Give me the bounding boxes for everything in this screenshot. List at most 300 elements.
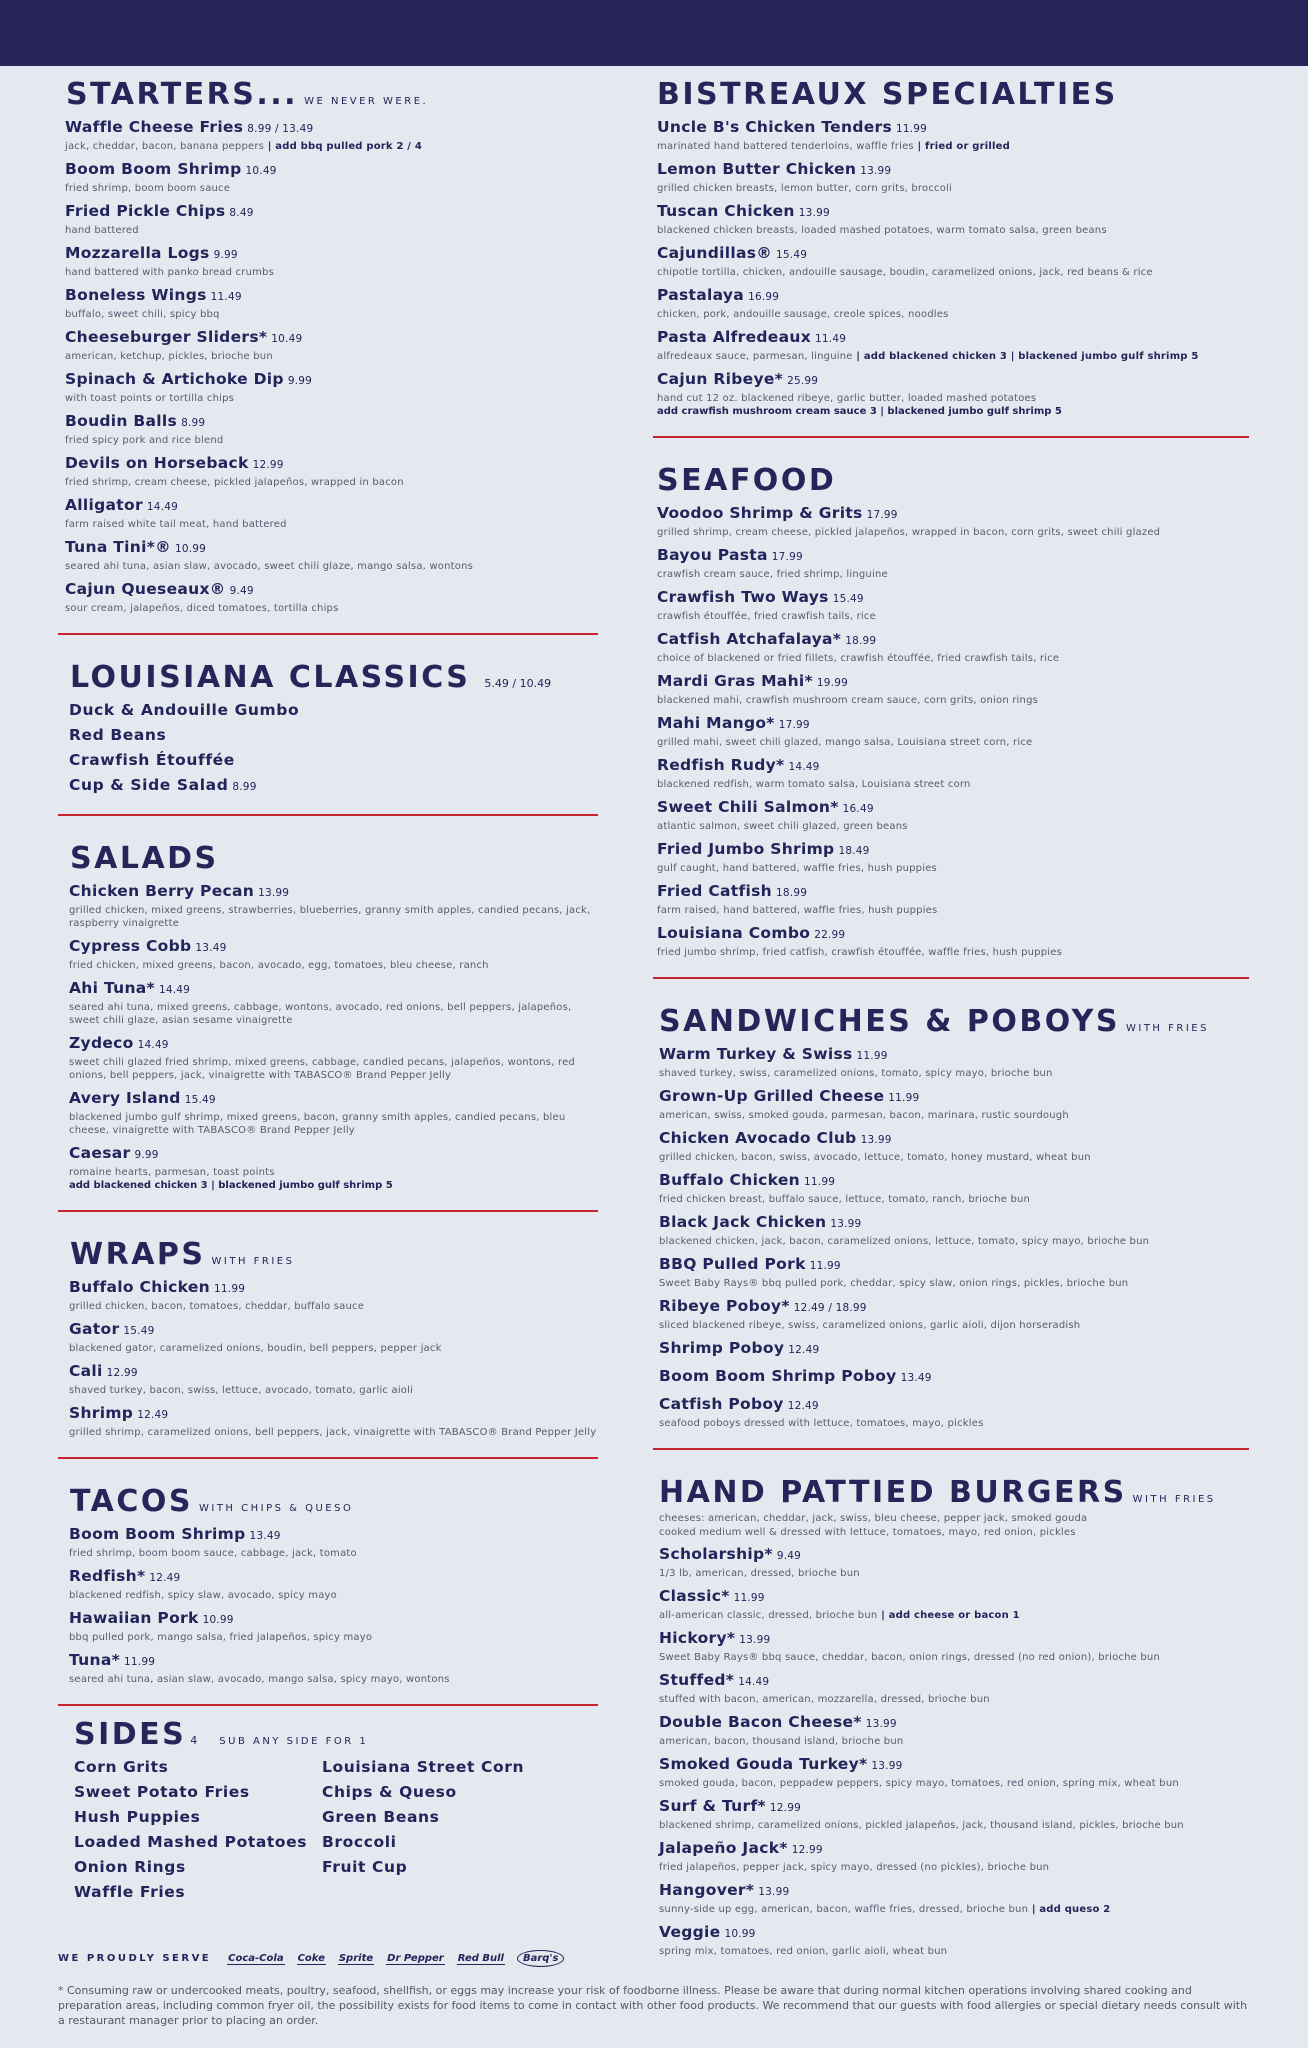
item-price: 17.99 <box>866 509 898 521</box>
item-price: 19.99 <box>816 677 848 689</box>
item-price: 14.49 <box>738 1676 770 1688</box>
item-addon: | add queso 2 <box>1028 1904 1111 1915</box>
item-price: 14.49 <box>788 761 820 773</box>
item-description: fried jalapeños, pepper jack, spicy mayo, dressed (no pickles), brioche bun <box>659 1862 1050 1873</box>
item-price: 14.49 <box>146 501 178 513</box>
menu-item <box>65 538 598 573</box>
item-price: 11.99 <box>896 123 928 135</box>
item-price: 12.99 <box>106 1367 138 1379</box>
item-description: blackened chicken, jack, bacon, caramelized onions, lettuce, tomato, spicy mayo, brioche bun <box>659 1236 1150 1247</box>
item-price: 15.49 <box>776 249 808 261</box>
side-item: Onion Rings <box>74 1858 186 1876</box>
section-tag: SUB ANY SIDE FOR 1 <box>219 1736 369 1747</box>
item-price: 12.49 <box>787 1400 819 1412</box>
sides-grid <box>74 1758 598 1908</box>
item-description: fried shrimp, cream cheese, pickled jalapeños, wrapped in bacon <box>65 477 404 488</box>
item-description: smoked gouda, bacon, peppadew peppers, spicy mayo, tomatoes, red onion, spring mix, wheat bun <box>659 1778 1179 1789</box>
item-description: blackened chicken breasts, loaded mashed potatoes, warm tomato salsa, green beans <box>657 225 1107 236</box>
item-name: Cheeseburger Sliders* 10.49 <box>65 328 303 346</box>
item-addon: | fried or grilled <box>913 141 1010 152</box>
item-description: sour cream, jalapeños, diced tomatoes, tortilla chips <box>65 603 339 614</box>
section-title: SALADS <box>70 841 219 876</box>
menu-item <box>659 1255 1253 1290</box>
item-description: jack, cheddar, bacon, banana peppers | add bbq pulled pork 2 / 4 <box>65 141 422 152</box>
side-item: Waffle Fries <box>74 1883 186 1901</box>
menu-item <box>659 1171 1253 1206</box>
item-name: Ribeye Poboy* 12.49 / 18.99 <box>659 1297 867 1315</box>
item-description: grilled chicken breasts, lemon butter, corn grits, broccoli <box>657 183 952 194</box>
item-addon: | add cheese or bacon 1 <box>877 1610 1020 1621</box>
section-divider <box>58 1704 598 1706</box>
side-item: Corn Grits <box>74 1758 169 1776</box>
menu-item <box>69 1278 598 1313</box>
proudly-serve-label: WE PROUDLY SERVE <box>58 1953 212 1964</box>
item-name: Boudin Balls 8.99 <box>65 412 206 430</box>
louisiana-classics-section <box>58 661 598 796</box>
menu-item <box>65 496 598 531</box>
item-description: american, ketchup, pickles, brioche bun <box>65 351 273 362</box>
item-description: fried jumbo shrimp, fried catfish, crawfish étouffée, waffle fries, hush puppies <box>657 947 1062 958</box>
menu-item <box>69 1525 598 1560</box>
item-name: Crawfish Two Ways 15.49 <box>657 588 864 606</box>
section-tag: WITH FRIES <box>1132 1494 1216 1505</box>
item-price: 13.99 <box>739 1634 771 1646</box>
item-price: 13.99 <box>758 1886 790 1898</box>
item-price: 12.99 <box>252 459 284 471</box>
item-name: Stuffed* 14.49 <box>659 1671 770 1689</box>
burger-dressing-note: cooked medium well & dressed with lettuce, tomatoes, mayo, red onion, pickles <box>659 1527 1076 1538</box>
menu-item-list <box>58 118 598 615</box>
item-price: 13.49 <box>900 1372 932 1384</box>
menu-item <box>65 454 598 489</box>
sides-column <box>322 1758 562 1908</box>
item-price: 13.99 <box>860 1134 892 1146</box>
item-name: Tuna Tini*® 10.99 <box>65 538 206 556</box>
item-price: 12.49 <box>137 1409 169 1421</box>
burger-cheese-note: cheeses: american, cheddar, jack, swiss, bleu cheese, pepper jack, smoked gouda <box>659 1513 1088 1524</box>
menu-item <box>657 160 1253 195</box>
item-description: chipotle tortilla, chicken, andouille sausage, boudin, caramelized onions, jack, red beans & rice <box>657 267 1153 278</box>
menu-item <box>69 1034 598 1082</box>
item-name: Catfish Atchafalaya* 18.99 <box>657 630 877 648</box>
item-price: 9.99 <box>213 249 238 261</box>
item-name: Mozzarella Logs 9.99 <box>65 244 238 262</box>
item-name: Hangover* 13.99 <box>659 1881 790 1899</box>
item-price: 18.49 <box>838 845 870 857</box>
item-description: crawfish étouffée, fried crawfish tails, rice <box>657 611 876 622</box>
item-description: grilled chicken, bacon, swiss, avocado, lettuce, tomato, honey mustard, wheat bun <box>659 1152 1091 1163</box>
menu-item <box>659 1213 1253 1248</box>
item-price: 12.99 <box>791 1844 823 1856</box>
menu-item <box>69 1651 598 1686</box>
menu-item <box>657 756 1253 791</box>
menu-item <box>659 1395 1253 1430</box>
item-name: Pasta Alfredeaux 11.49 <box>657 328 847 346</box>
item-description: sliced blackened ribeye, swiss, caramelized onions, garlic aioli, dijon horseradish <box>659 1320 1081 1331</box>
item-description: chicken, pork, andouille sausage, creole spices, noodles <box>657 309 949 320</box>
item-price: 8.99 <box>232 781 257 793</box>
coke-logo: Coke <box>297 1952 325 1964</box>
menu-item <box>659 1671 1253 1706</box>
item-price: 8.99 <box>181 417 206 429</box>
item-name: Fried Catfish 18.99 <box>657 882 808 900</box>
menu-item <box>69 937 598 972</box>
item-name: Chicken Berry Pecan 13.99 <box>69 882 290 900</box>
wraps-section <box>58 1238 598 1439</box>
item-price: 16.49 <box>842 803 874 815</box>
item-description: fried spicy pork and rice blend <box>65 435 224 446</box>
item-name: Double Bacon Cheese* 13.99 <box>659 1713 897 1731</box>
item-price: 9.99 <box>287 375 312 387</box>
menu-item <box>657 630 1253 665</box>
item-description: blackened redfish, warm tomato salsa, Louisiana street corn <box>657 779 971 790</box>
menu-item-list <box>650 504 1253 959</box>
menu-item <box>657 244 1253 279</box>
item-description: seared ahi tuna, asian slaw, avocado, sweet chili glaze, mango salsa, wontons <box>65 561 474 572</box>
menu-item-list <box>62 882 598 1192</box>
item-description: gulf caught, hand battered, waffle fries, hush puppies <box>657 863 937 874</box>
item-addon: | add bbq pulled pork 2 / 4 <box>264 141 422 152</box>
item-description: shaved turkey, swiss, caramelized onions, tomato, spicy mayo, brioche bun <box>659 1068 1053 1079</box>
item-name: Catfish Poboy 12.49 <box>659 1395 819 1413</box>
menu-item <box>69 1609 598 1644</box>
item-price: 13.99 <box>865 1718 897 1730</box>
item-price: 18.99 <box>776 887 808 899</box>
item-name: Buffalo Chicken 11.99 <box>659 1171 836 1189</box>
item-name: BBQ Pulled Pork 11.99 <box>659 1255 841 1273</box>
menu-item-list <box>62 1278 598 1439</box>
item-price: 11.99 <box>888 1092 920 1104</box>
item-name: Fried Jumbo Shrimp 18.49 <box>657 840 870 858</box>
menu-item <box>657 840 1253 875</box>
item-description: marinated hand battered tenderloins, waffle fries | fried or grilled <box>657 141 1010 152</box>
item-name: Cali 12.99 <box>69 1362 138 1380</box>
item-name: Devils on Horseback 12.99 <box>65 454 284 472</box>
side-item: Broccoli <box>322 1833 397 1851</box>
item-name: Avery Island 15.49 <box>69 1089 216 1107</box>
side-item: Green Beans <box>322 1808 440 1826</box>
menu-item <box>69 979 598 1027</box>
item-price: 11.99 <box>809 1260 841 1272</box>
item-description: choice of blackened or fried fillets, crawfish étouffée, fried crawfish tails, rice <box>657 653 1060 664</box>
menu-item <box>69 1567 598 1602</box>
menu-item <box>65 244 598 279</box>
item-description: hand cut 12 oz. blackened ribeye, garlic butter, loaded mashed potatoes <box>657 393 1037 404</box>
menu-item <box>659 1839 1253 1874</box>
item-description: crawfish cream sauce, fried shrimp, linguine <box>657 569 888 580</box>
item-description: fried shrimp, boom boom sauce <box>65 183 231 194</box>
item-price: 13.99 <box>871 1760 903 1772</box>
item-price: 13.99 <box>830 1218 862 1230</box>
item-price: 11.99 <box>804 1176 836 1188</box>
food-safety-disclaimer: * Consuming raw or undercooked meats, poultry, seafood, shellfish, or eggs may increase your risk of foodborne illness. Please be aware that during normal kitchen operations involving shared cooking and preparation areas, including common fryer oil, the possibility exists for food items to come in contact with other food products. We recommend that our guests with food allergies or special dietary needs consult with a restaurant manager prior to placing an order. <box>58 1984 1248 2027</box>
proudly-serve-row <box>58 1950 1248 1967</box>
tacos-section <box>58 1485 598 1686</box>
menu-item: Duck & Andouille Gumbo <box>69 701 300 719</box>
item-name: Cajun Ribeye* 25.99 <box>657 370 819 388</box>
item-price: 11.99 <box>733 1592 765 1604</box>
item-description: 1/3 lb, american, dressed, brioche bun <box>659 1568 860 1579</box>
section-divider <box>58 1210 598 1212</box>
item-name: Cajundillas® 15.49 <box>657 244 808 262</box>
menu-item <box>657 714 1253 749</box>
menu-item-list <box>62 1525 598 1686</box>
item-name: Redfish* 12.49 <box>69 1567 181 1585</box>
item-description: spring mix, tomatoes, red onion, garlic aioli, wheat bun <box>659 1946 948 1957</box>
item-price: 9.49 <box>776 1550 802 1562</box>
item-price: 18.99 <box>845 635 877 647</box>
footer <box>58 1950 1248 2028</box>
item-name: Mahi Mango* 17.99 <box>657 714 810 732</box>
item-name: Tuna* 11.99 <box>69 1651 156 1669</box>
item-description: blackened gator, caramelized onions, boudin, bell peppers, pepper jack <box>69 1343 442 1354</box>
menu-item <box>657 328 1253 363</box>
menu-item <box>657 798 1253 833</box>
item-price: 16.99 <box>748 291 780 303</box>
section-divider <box>653 436 1249 438</box>
item-name: Waffle Cheese Fries 8.99 / 13.49 <box>65 118 314 136</box>
menu-item <box>65 118 598 153</box>
starters-section <box>58 78 598 615</box>
menu-item: Crawfish Étouffée <box>69 751 235 769</box>
menu-item <box>659 1881 1253 1916</box>
sides-section <box>58 1718 598 1908</box>
item-price: 11.49 <box>815 333 847 345</box>
menu-item <box>657 504 1253 539</box>
item-name: Pastalaya 16.99 <box>657 286 780 304</box>
dr-pepper-logo: Dr Pepper <box>387 1952 444 1964</box>
item-description: grilled shrimp, cream cheese, pickled jalapeños, wrapped in bacon, corn grits, sweet chili glazed <box>657 527 1161 538</box>
red-bull-logo: Red Bull <box>457 1952 504 1964</box>
item-name: Smoked Gouda Turkey* 13.99 <box>659 1755 903 1773</box>
item-name: Mardi Gras Mahi* 19.99 <box>657 672 848 690</box>
menu-item <box>657 588 1253 623</box>
menu-item <box>65 286 598 321</box>
item-description: blackened shrimp, caramelized onions, pickled jalapeños, jack, thousand island, pickles, brioche bun <box>659 1820 1184 1831</box>
menu-item <box>659 1587 1253 1622</box>
item-price: 14.49 <box>158 984 191 996</box>
item-price: 11.49 <box>210 291 242 303</box>
item-description: Sweet Baby Rays® bbq pulled pork, cheddar, spicy slaw, onion rings, pickles, brioche bun <box>659 1278 1129 1289</box>
menu-item <box>65 328 598 363</box>
item-name: Voodoo Shrimp & Grits 17.99 <box>657 504 898 522</box>
item-price: 17.99 <box>771 551 803 563</box>
item-description: blackened mahi, crawfish mushroom cream sauce, corn grits, onion rings <box>657 695 1039 706</box>
section-price: 4 <box>190 1734 198 1747</box>
item-price: 8.49 <box>229 207 254 219</box>
item-description: shaved turkey, bacon, swiss, lettuce, avocado, tomato, garlic aioli <box>69 1385 414 1396</box>
item-description: buffalo, sweet chili, spicy bbq <box>65 309 220 320</box>
item-price: 15.49 <box>184 1094 216 1106</box>
item-description: grilled shrimp, caramelized onions, bell peppers, jack, vinaigrette with TABASCO® Brand Pepper Jelly <box>69 1427 597 1438</box>
menu-item <box>659 1297 1253 1332</box>
item-price: 10.99 <box>202 1614 234 1626</box>
item-price: 10.99 <box>724 1928 756 1940</box>
item-name: Sweet Chili Salmon* 16.49 <box>657 798 874 816</box>
item-description: hand battered with panko bread crumbs <box>65 267 275 278</box>
item-name: Boom Boom Shrimp 13.49 <box>69 1525 281 1543</box>
item-name: Caesar 9.99 <box>69 1144 159 1162</box>
item-name: Jalapeño Jack* 12.99 <box>659 1839 823 1857</box>
item-name: Warm Turkey & Swiss 11.99 <box>659 1045 888 1063</box>
menu-item <box>659 1087 1253 1122</box>
menu-item <box>659 1545 1253 1580</box>
side-item: Loaded Mashed Potatoes <box>74 1833 308 1851</box>
item-name: Zydeco 14.49 <box>69 1034 169 1052</box>
item-price: 12.49 <box>149 1572 181 1584</box>
section-title: TACOS <box>70 1484 193 1519</box>
item-description: hand battered <box>65 225 139 236</box>
hand-pattied-burgers-section <box>653 1476 1253 1958</box>
item-name: Classic* 11.99 <box>659 1587 765 1605</box>
menu-item <box>657 924 1253 959</box>
menu-item: Cup & Side Salad 8.99 <box>69 776 257 794</box>
menu-item <box>65 580 598 615</box>
bistreaux-specialties-section <box>653 78 1253 418</box>
item-addon: add blackened chicken 3 | blackened jumbo gulf shrimp 5 <box>69 1180 393 1191</box>
item-price: 13.49 <box>249 1530 281 1542</box>
item-name: Veggie 10.99 <box>659 1923 756 1941</box>
item-name: Fried Pickle Chips 8.49 <box>65 202 254 220</box>
section-divider <box>58 1457 598 1459</box>
salads-section <box>58 842 598 1192</box>
item-name: Boneless Wings 11.49 <box>65 286 242 304</box>
item-description: american, bacon, thousand island, brioche bun <box>659 1736 904 1747</box>
item-name: Grown-Up Grilled Cheese 11.99 <box>659 1087 920 1105</box>
item-description: sunny-side up egg, american, bacon, waffle fries, dressed, brioche bun | add queso 2 <box>659 1904 1111 1915</box>
item-price: 10.49 <box>271 333 303 345</box>
section-title: SIDES <box>74 1717 187 1752</box>
item-name: Hawaiian Pork 10.99 <box>69 1609 234 1627</box>
item-description: all-american classic, dressed, brioche bun | add cheese or bacon 1 <box>659 1610 1020 1621</box>
menu-item <box>657 672 1253 707</box>
item-description: bbq pulled pork, mango salsa, fried jalapeños, spicy mayo <box>69 1632 373 1643</box>
section-tag: WITH CHIPS & QUESO <box>198 1503 354 1514</box>
menu-item <box>69 1320 598 1355</box>
section-tag: WITH FRIES <box>211 1256 295 1267</box>
item-name: Alligator 14.49 <box>65 496 178 514</box>
item-price: 14.49 <box>137 1039 169 1051</box>
coca-cola-logo: Coca-Cola <box>228 1952 284 1964</box>
item-description: sweet chili glazed fried shrimp, mixed greens, cabbage, candied pecans, jalapeños, wontons, red onions, bell peppers, jack, vinaigrette with TABASCO® Brand Pepper Jelly <box>69 1057 575 1081</box>
item-name: Spinach & Artichoke Dip 9.99 <box>65 370 312 388</box>
section-title: WRAPS <box>70 1237 206 1272</box>
sprite-logo: Sprite <box>338 1952 374 1964</box>
section-title: STARTERS... <box>66 77 299 112</box>
item-description: farm raised, hand battered, waffle fries, hush puppies <box>657 905 938 916</box>
section-title: SANDWICHES & POBOYS <box>659 1004 1120 1039</box>
item-price: 13.49 <box>195 942 227 954</box>
item-price: 9.99 <box>134 1149 159 1161</box>
item-name: Redfish Rudy* 14.49 <box>657 756 820 774</box>
item-name: Uncle B's Chicken Tenders 11.99 <box>657 118 928 136</box>
item-name: Cajun Queseaux® 9.49 <box>65 580 254 598</box>
item-description: blackened redfish, spicy slaw, avocado, spicy mayo <box>69 1590 337 1601</box>
item-price: 25.99 <box>787 375 819 387</box>
item-description: alfredeaux sauce, parmesan, linguine | add blackened chicken 3 | blackened jumbo gulf shrimp 5 <box>657 351 1199 362</box>
item-description: romaine hearts, parmesan, toast points <box>69 1167 275 1178</box>
item-price: 11.99 <box>124 1656 156 1668</box>
item-description: stuffed with bacon, american, mozzarella, dressed, brioche bun <box>659 1694 990 1705</box>
section-divider <box>653 1448 1249 1450</box>
item-name: Shrimp 12.49 <box>69 1404 169 1422</box>
item-description: american, swiss, smoked gouda, parmesan, bacon, marinara, rustic sourdough <box>659 1110 1069 1121</box>
section-title: BISTREAUX SPECIALTIES <box>657 77 1118 112</box>
item-name: Black Jack Chicken 13.99 <box>659 1213 862 1231</box>
menu-item <box>69 1404 598 1439</box>
item-description: seafood poboys dressed with lettuce, tomatoes, mayo, pickles <box>659 1418 984 1429</box>
menu-item <box>69 1362 598 1397</box>
menu-item <box>657 370 1253 418</box>
item-price: 13.99 <box>798 207 830 219</box>
section-tag: WITH FRIES <box>1125 1023 1209 1034</box>
item-description: with toast points or tortilla chips <box>65 393 235 404</box>
menu-item <box>659 1045 1253 1080</box>
menu-item-list <box>650 118 1253 418</box>
item-price: 9.49 <box>229 585 254 597</box>
item-description: grilled chicken, bacon, tomatoes, cheddar, buffalo sauce <box>69 1301 365 1312</box>
menu-item <box>659 1367 1253 1388</box>
item-price: 13.99 <box>860 165 892 177</box>
section-price: 5.49 / 10.49 <box>484 677 552 690</box>
menu-item <box>69 882 598 930</box>
item-name: Bayou Pasta 17.99 <box>657 546 803 564</box>
menu-item-list <box>652 1045 1253 1430</box>
item-name: Cypress Cobb 13.49 <box>69 937 227 955</box>
item-description: Sweet Baby Rays® bbq sauce, cheddar, bacon, onion rings, dressed (no red onion), brioche bun <box>659 1652 1161 1663</box>
section-divider <box>58 633 598 635</box>
section-title: LOUISIANA CLASSICS <box>70 660 471 695</box>
item-name: Louisiana Combo 22.99 <box>657 924 846 942</box>
menu-item <box>65 370 598 405</box>
item-name: Scholarship* 9.49 <box>659 1545 802 1563</box>
item-name: Tuscan Chicken 13.99 <box>657 202 830 220</box>
menu-item <box>659 1129 1253 1164</box>
side-item: Louisiana Street Corn <box>322 1758 525 1776</box>
menu-item <box>657 546 1253 581</box>
item-price: 12.49 / 18.99 <box>793 1302 867 1314</box>
section-divider <box>653 977 1249 979</box>
section-title: SEAFOOD <box>657 463 837 498</box>
menu-item <box>659 1629 1253 1664</box>
side-item: Hush Puppies <box>74 1808 201 1826</box>
menu-item <box>659 1339 1253 1360</box>
item-description: farm raised white tail meat, hand battered <box>65 519 287 530</box>
item-price: 15.49 <box>123 1325 155 1337</box>
item-name: Boom Boom Shrimp Poboy 13.49 <box>659 1367 932 1385</box>
item-price: 17.99 <box>778 719 810 731</box>
menu-item <box>69 1089 598 1137</box>
sandwiches-poboys-section <box>653 1005 1253 1430</box>
item-price: 10.49 <box>245 165 277 177</box>
item-description: fried chicken breast, buffalo sauce, lettuce, tomato, ranch, brioche bun <box>659 1194 1031 1205</box>
section-title: HAND PATTIED BURGERS <box>659 1475 1127 1510</box>
menu-item <box>659 1755 1253 1790</box>
item-price: 10.99 <box>174 543 206 555</box>
menu-item <box>659 1713 1253 1748</box>
seafood-section <box>653 464 1253 959</box>
top-banner <box>0 0 1308 66</box>
item-description: grilled mahi, sweet chili glazed, mango salsa, Louisiana street corn, rice <box>657 737 1033 748</box>
item-price: 12.99 <box>769 1802 801 1814</box>
item-description: seared ahi tuna, asian slaw, avocado, mango salsa, spicy mayo, wontons <box>69 1674 450 1685</box>
item-name: Ahi Tuna* 14.49 <box>69 979 191 997</box>
right-column <box>653 78 1253 1965</box>
item-name: Lemon Butter Chicken 13.99 <box>657 160 892 178</box>
item-price: 12.49 <box>788 1344 820 1356</box>
item-description: grilled chicken, mixed greens, strawberries, blueberries, granny smith apples, candied pecans, jack, raspberry vinaigrette <box>69 905 591 929</box>
item-addon: add crawfish mushroom cream sauce 3 | blackened jumbo gulf shrimp 5 <box>657 406 1062 417</box>
